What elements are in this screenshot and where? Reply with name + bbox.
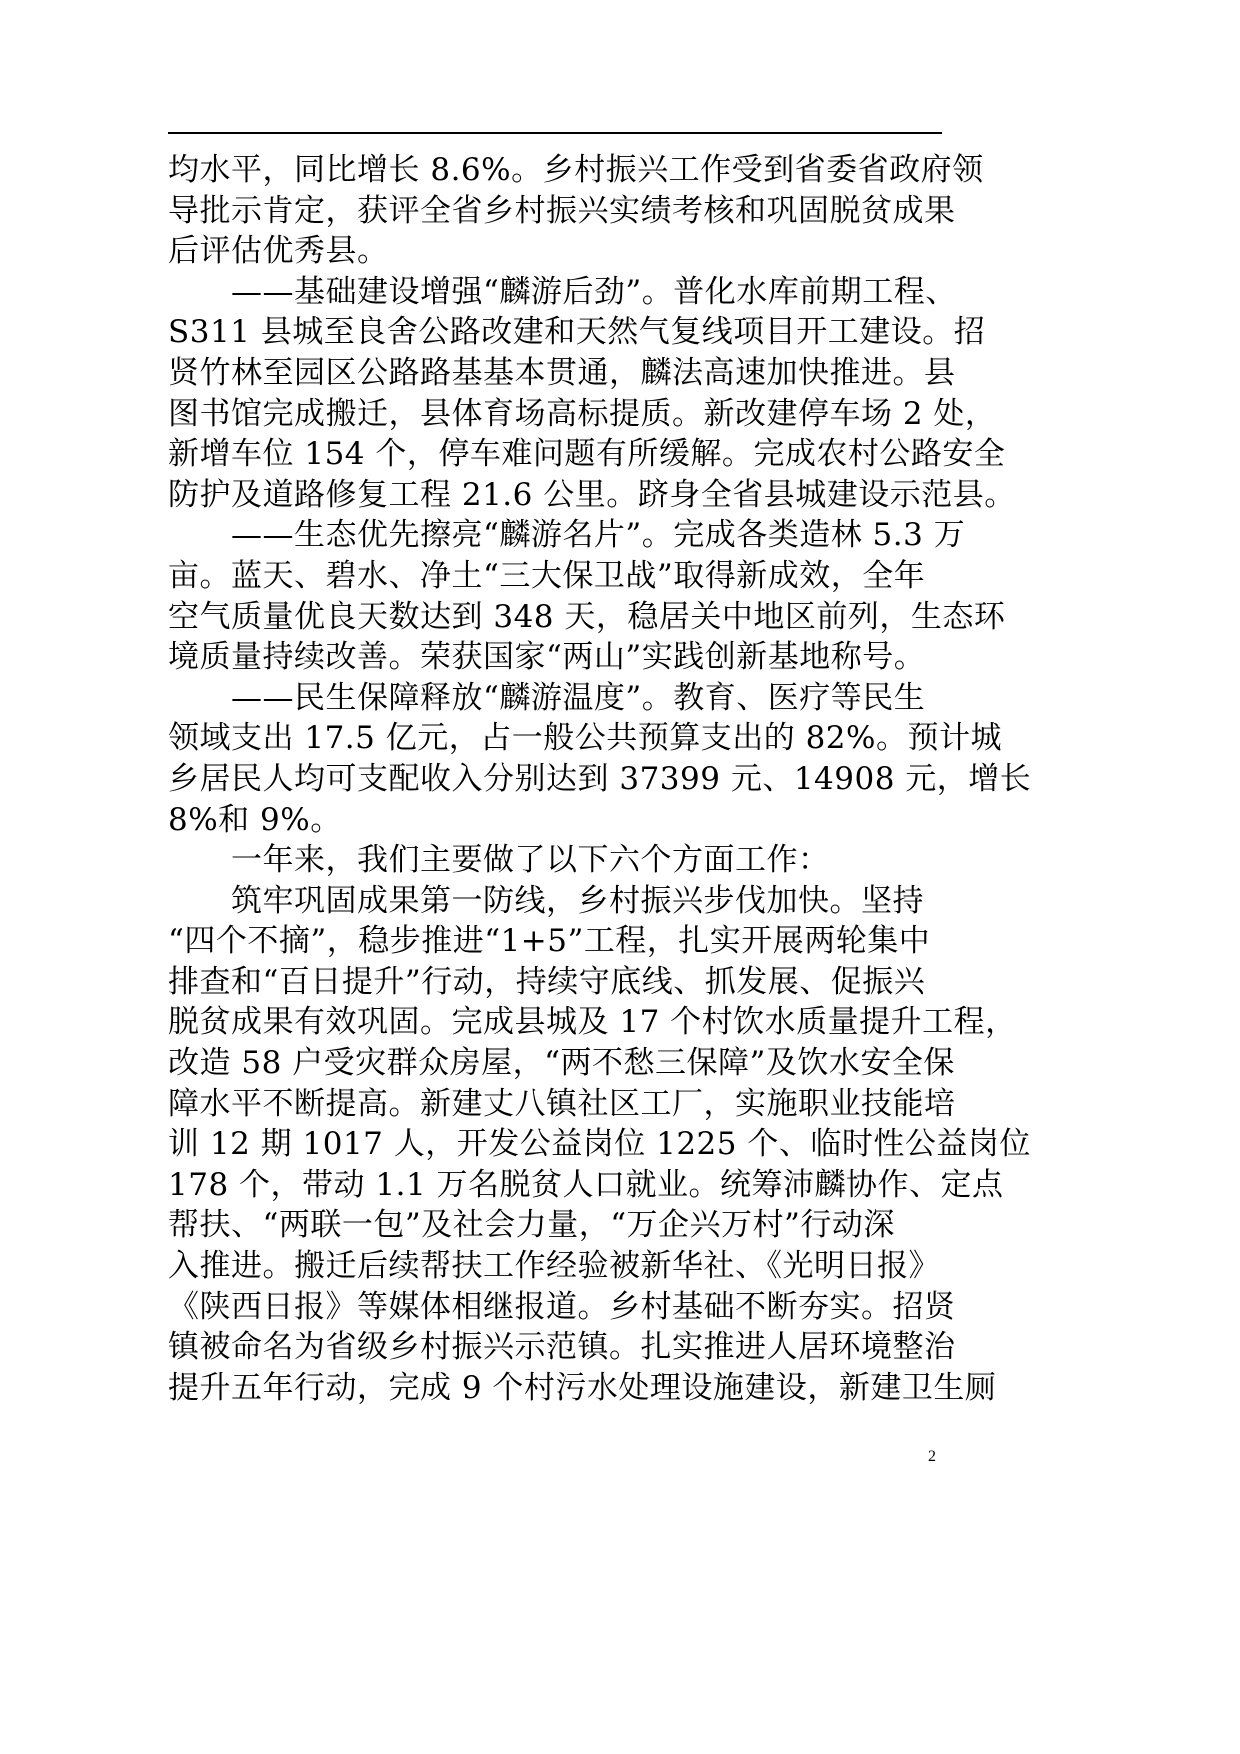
text-line: 入推进。搬迁后续帮扶工作经验被新华社、《光明日报》: [168, 1248, 940, 1285]
text-line: 改造 58 户受灾群众房屋，“两不愁三保障”及饮水安全保: [168, 1045, 955, 1082]
text-line: 筑牢巩固成果第一防线，乡村振兴步伐加快。坚持: [168, 882, 924, 919]
text-line: “四个不摘”，稳步推进“1+5”工程，扎实开展两轮集中: [168, 923, 931, 960]
text-line: 图书馆完成搬迁，县体育场高标提质。新改建停车场 2 处，: [168, 395, 997, 432]
text-line: 镇被命名为省级乡村振兴示范镇。扎实推进人居环境整治: [168, 1329, 956, 1366]
text-line: ——生态优先擦亮“麟游名片”。完成各类造林 5.3 万: [168, 517, 966, 554]
text-line: 新增车位 154 个，停车难问题有所缓解。完成农村公路安全: [168, 436, 1006, 473]
text-line: 178 个，带动 1.1 万名脱贫人口就业。统筹沛麟协作、定点: [168, 1166, 1004, 1203]
text-line: 领域支出 17.5 亿元，占一般公共预算支出的 82%。预计城: [168, 720, 1002, 757]
text-line: 乡居民人均可支配收入分别达到 37399 元、14908 元，增长: [168, 760, 1032, 797]
text-line: 均水平，同比增长 8.6%。乡村振兴工作受到省委省政府领: [168, 152, 984, 188]
text-line: ——基础建设增强“麟游后劲”。普化水库前期工程、: [168, 273, 957, 310]
text-line: 防护及道路修复工程 21.6 公里。跻身全省县城建设示范县。: [168, 476, 1016, 513]
text-line: 提升五年行动，完成 9 个村污水处理设施建设，新建卫生厕: [168, 1369, 997, 1406]
text-line: 排查和“百日提升”行动，持续守底线、抓发展、促振兴: [168, 963, 926, 1000]
text-line: 障水平不断提高。新建丈八镇社区工厂，实施职业技能培: [168, 1085, 956, 1122]
text-line: 境质量持续改善。荣获国家“两山”实践创新基地称号。: [168, 639, 926, 676]
text-line: 后评估优秀县。: [168, 233, 389, 270]
text-line: S311 县城至良舍公路改建和天然气复线项目开工建设。招: [168, 314, 986, 351]
text-line: 8%和 9%。: [168, 801, 342, 838]
text-line: ——民生保障释放“麟游温度”。教育、医疗等民生: [168, 679, 926, 716]
text-line: 贤竹林至园区公路路基基本贯通，麟法高速加快推进。县: [168, 354, 956, 391]
text-line: 脱贫成果有效巩固。完成县城及 17 个村饮水质量提升工程，: [168, 1004, 1017, 1041]
text-line: 亩。蓝天、碧水、净土“三大保卫战”取得新成效，全年: [168, 557, 926, 594]
page-number: 2: [928, 1448, 936, 1465]
header-rule: [168, 132, 942, 134]
text-line: 空气质量优良天数达到 348 天，稳居关中地区前列，生态环: [168, 598, 1006, 635]
text-line: 训 12 期 1017 人，开发公益岗位 1225 个、临时性公益岗位: [168, 1126, 1031, 1163]
document-body: [168, 150, 1032, 1408]
text-line: 帮扶、“两联一包”及社会力量，“万企兴万村”行动深: [168, 1207, 895, 1244]
text-line: 导批示肯定，获评全省乡村振兴实绩考核和巩固脱贫成果: [168, 192, 956, 229]
text-line: 一年来，我们主要做了以下六个方面工作：: [168, 842, 830, 879]
text-line: 《陕西日报》等媒体相继报道。乡村基础不断夯实。招贤: [168, 1288, 956, 1325]
